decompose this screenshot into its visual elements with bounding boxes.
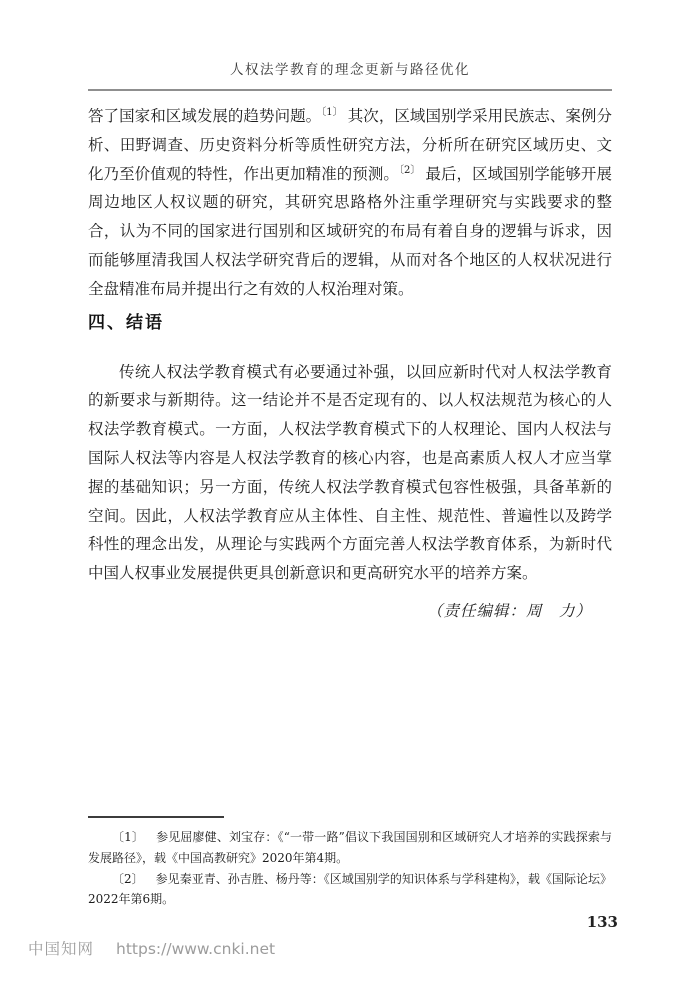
footnote-2 <box>88 869 612 911</box>
paragraph-text: 其次，区域国别学采用民族志、案例分析、田野调查、历史资料分析等质性研究方法，分析所在研究区域历史、文化乃至价值观的特性，作出更加精准的预测。 <box>88 107 612 183</box>
cnki-watermark <box>28 937 275 959</box>
cnki-url-text: https://www.cnki.net <box>116 940 276 958</box>
conclusion-paragraph: 传统人权法学教育模式有必要通过补强，以回应新时代对人权法学教育的新要求与新期待。这一结论并不是否定现有的、以人权法规范为核心的人权法学教育模式。一方面，人权法学教育模式下的人权理论、国内人权法与国际人权法等内容是人权法学教育的核心内容，也是高素质人权人才应当掌握的基础知识；另一方面，传统人权法学教育模式包容性极强，具备革新的空间。因此，人权法学教育应从主体性、自主性、规范性、普遍性以及跨学科性的理念出发，从理论与实践两个方面完善人权法学教育体系，为新时代中国人权事业发展提供更具创新意识和更高研究水平的培养方案。 <box>88 362 612 583</box>
footnote-ref-2: 〔2〕 <box>398 164 421 176</box>
paragraph-continuation <box>88 102 612 304</box>
paragraph-text: 最后，区域国别学能够开展周边地区人权议题的研究，其研究思路格外注重学理研究与实践要求的整合，认为不同的国家进行国别和区域研究的布局有着自身的逻辑与诉求，因而能够厘清我国人权法学研究背后的逻辑，从而对各个地区的人权状况进行全盘精准布局并提出行之有效的人权治理对策。 <box>88 164 612 298</box>
footnote-separator-rule <box>88 816 224 818</box>
footnote-1-marker: 〔1〕 <box>112 830 145 844</box>
editor-note: （责任编辑：周 力） <box>426 601 592 620</box>
footnote-1-text: 参见屈廖健、刘宝存：《“一带一路”倡议下我国国别和区域研究人才培养的实践探索与发展路径》，载《中国高教研究》2020年第4期。 <box>88 830 613 865</box>
footnotes-section <box>88 816 612 910</box>
footnote-2-marker: 〔2〕 <box>112 871 144 886</box>
footnote-1 <box>88 827 612 869</box>
paragraph-text: 答了国家和区域发展的趋势问题。 <box>88 107 322 125</box>
cnki-brand-text: 中国知网 <box>28 940 95 958</box>
article-body <box>88 102 612 626</box>
page-number: 133 <box>586 913 618 931</box>
header-rule <box>88 89 612 91</box>
running-head-title: 人权法学教育的理念更新与路径优化 <box>230 62 470 78</box>
section-heading-conclusion: 四、结语 <box>88 312 164 333</box>
footnote-ref-1: 〔1〕 <box>321 107 343 118</box>
footnote-2-text: 参见秦亚青、孙吉胜、杨丹等：《区域国别学的知识体系与学科建构》，载《国际论坛》2022年第6期。 <box>88 871 612 907</box>
